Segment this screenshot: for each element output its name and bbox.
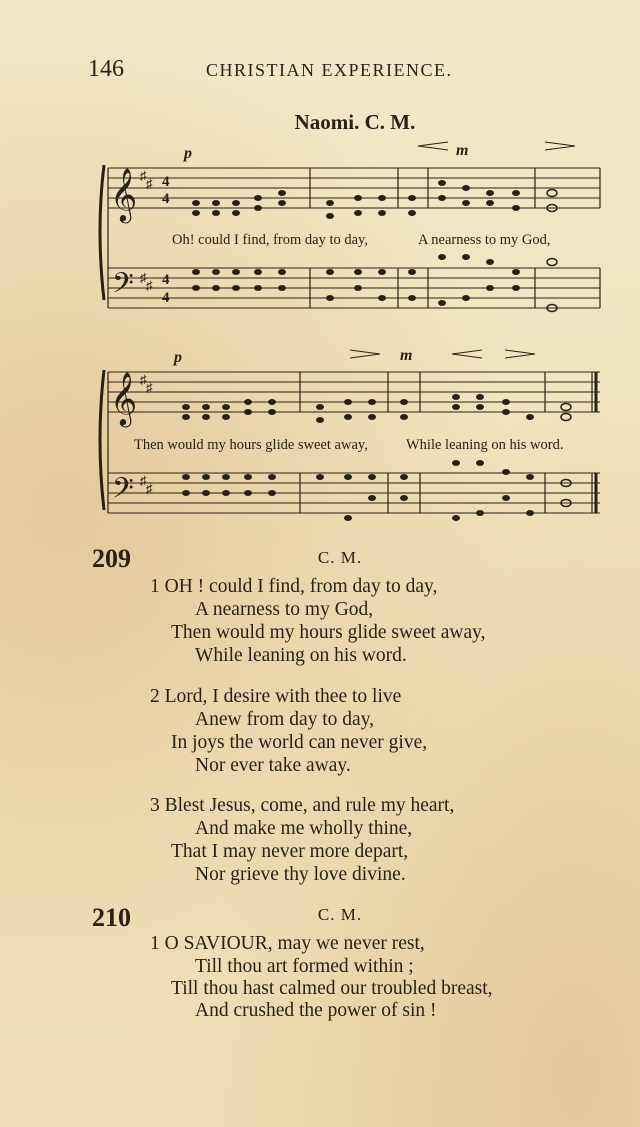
lyric-line: Then would my hours glide sweet away, xyxy=(134,437,368,453)
bass-clef-2: 𝄢 xyxy=(112,474,134,511)
system-2-treble-staff xyxy=(108,372,600,412)
verse-line: 1 OH ! could I find, from day to day, xyxy=(150,576,438,597)
system-2-brace xyxy=(100,370,104,510)
verse-line: That I may never more depart, xyxy=(171,841,409,862)
verse-line: Nor grieve thy love divine. xyxy=(195,864,406,885)
svg-text:4: 4 xyxy=(162,272,170,288)
verse-line: A nearness to my God, xyxy=(195,599,374,620)
system-1-treble-staff xyxy=(108,168,600,208)
verse-line: Till thou hast calmed our troubled breast, xyxy=(171,978,493,999)
verse-line: And crushed the power of sin ! xyxy=(195,1000,437,1021)
svg-text:♯: ♯ xyxy=(146,380,153,395)
verse-line: 2 Lord, I desire with thee to live xyxy=(150,686,402,707)
dynamic-mark: m xyxy=(400,347,413,364)
hymn-number: 209 xyxy=(92,544,131,573)
hairpins xyxy=(350,142,575,358)
svg-text:♯: ♯ xyxy=(146,278,153,293)
verse-line: Then would my hours glide sweet away, xyxy=(171,622,486,643)
svg-text:♯: ♯ xyxy=(140,168,147,183)
svg-text:♯: ♯ xyxy=(146,176,153,191)
svg-text:♯: ♯ xyxy=(140,372,147,387)
dynamic-mark: m xyxy=(456,142,469,159)
music-score xyxy=(0,0,640,540)
svg-text:4: 4 xyxy=(162,191,170,207)
verse-line: And make me wholly thine, xyxy=(195,818,413,839)
svg-text:♯: ♯ xyxy=(146,481,153,496)
verse-line: While leaning on his word. xyxy=(195,645,407,666)
time-signature-1: 4 xyxy=(162,174,170,190)
verse-line: In joys the world can never give, xyxy=(171,732,428,753)
dynamic-mark: p xyxy=(174,349,182,366)
treble-clef-1: 𝄞 xyxy=(110,169,138,220)
hymn-meter: C. M. xyxy=(317,548,363,567)
bass-clef-1: 𝄢 xyxy=(112,269,134,306)
verse-line: Till thou art formed within ; xyxy=(195,956,414,977)
lyric-line: Oh! could I find, from day to day, xyxy=(172,232,368,248)
system-2-bass-staff xyxy=(108,473,600,513)
lyric-line: A nearness to my God, xyxy=(418,232,551,248)
hymn-number: 210 xyxy=(92,903,131,932)
system-1-brace xyxy=(100,165,104,300)
svg-text:♯: ♯ xyxy=(140,270,147,285)
verse-line: 3 Blest Jesus, come, and rule my heart, xyxy=(150,795,455,816)
treble-clef-2: 𝄞 xyxy=(110,373,138,424)
page-number: 146 xyxy=(88,56,124,82)
dynamic-mark: p xyxy=(184,145,192,162)
running-head: CHRISTIAN EXPERIENCE. xyxy=(206,60,453,80)
lyric-line: While leaning on his word. xyxy=(406,437,564,453)
hymn-meter: C. M. xyxy=(317,905,363,924)
tune-title: Naomi. C. M. xyxy=(294,110,416,134)
verse-line: 1 O SAVIOUR, may we never rest, xyxy=(150,933,425,954)
verse-line: Nor ever take away. xyxy=(195,755,351,776)
svg-text:♯: ♯ xyxy=(140,473,147,488)
svg-text:4: 4 xyxy=(162,290,170,306)
verse-line: Anew from day to day, xyxy=(195,709,375,730)
